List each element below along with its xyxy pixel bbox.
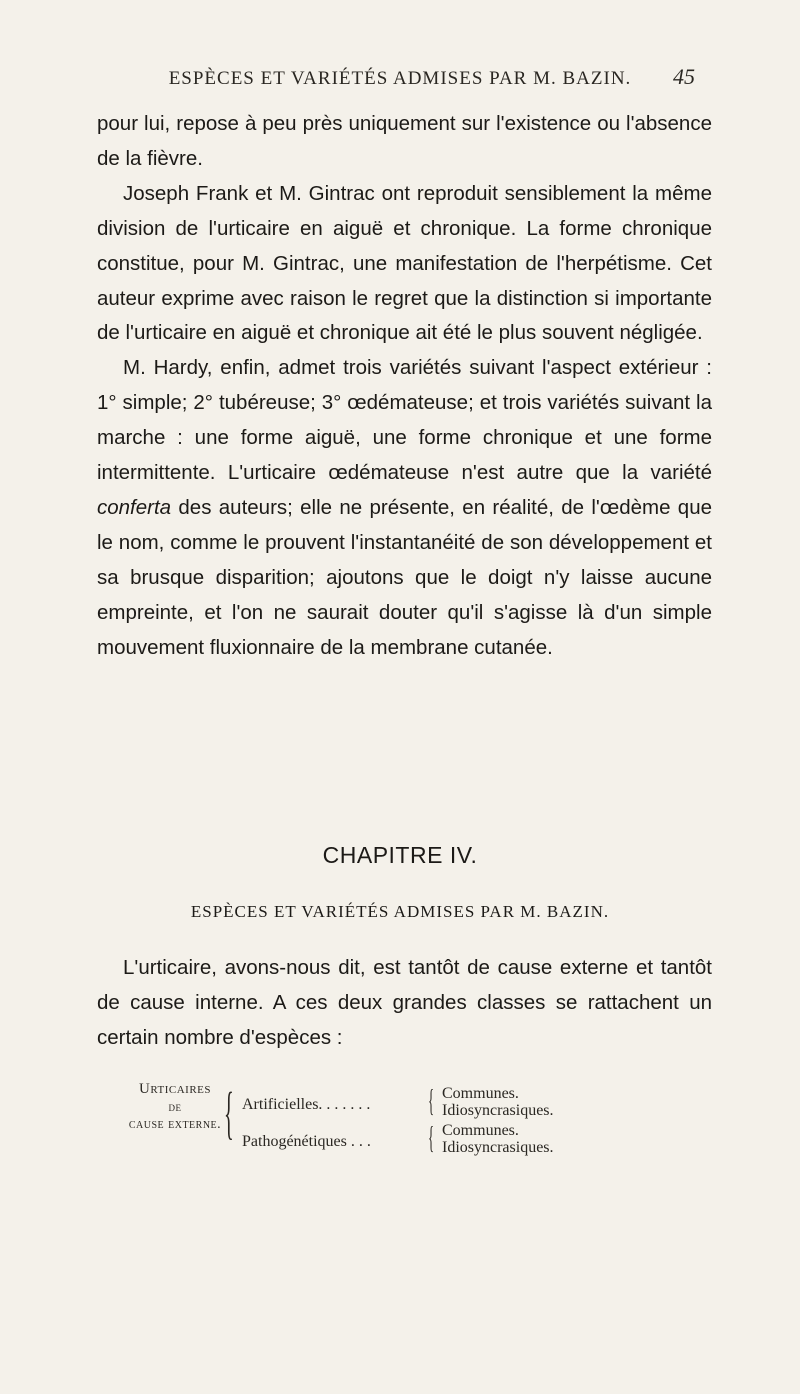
chapter-title: CHAPITRE IV.	[322, 842, 478, 868]
paragraph: Joseph Frank et M. Gintrac ont reproduit sensiblement la même division de l'urticaire en aiguë et chronique. La forme chronique constitue, pour M. Gintrac, une manifestation de l'herpétisme. Cet auteur exprime avec raison le regret que la distinction si importante de l'urticaire en aiguë et chronique ait été le plus souvent négligée.	[97, 181, 712, 345]
brace: {	[428, 1119, 435, 1155]
type-artificielles: Artificielles. . . . . . .	[242, 1096, 371, 1113]
body-text	[97, 107, 712, 666]
class-line: cause externe.	[128, 1117, 222, 1132]
paragraph: L'urticaire, avons-nous dit, est tantôt de cause externe et tantôt de cause interne. A ces deux grandes classes se rattachent un certain nombre d'espèces :	[97, 956, 712, 1049]
chapter-subtitle: ESPÈCES ET VARIÉTÉS ADMISES PAR M. BAZIN.	[190, 902, 610, 921]
chapter-intro	[97, 950, 712, 1055]
classification-types	[242, 1086, 371, 1160]
classification-table	[120, 1080, 720, 1190]
brace: {	[224, 1080, 234, 1145]
page-number: 45	[673, 64, 695, 89]
type-pathogenetiques: Pathogénétiques . . .	[242, 1133, 371, 1150]
brace: {	[428, 1082, 435, 1118]
paragraph	[97, 351, 712, 665]
paragraph-part: des auteurs; elle ne présente, en réalité, de l'œdème que le nom, comme le prouvent l'instantanéité de son développement et sa brusque disparition; ajoutons que le doigt n'y laisse aucune empreinte, et l'on ne saurait douter qu'il s'agisse là d'un simple mouvement fluxionnaire de la membrane cutanée.	[97, 495, 712, 659]
subtype: Idiosyncrasiques.	[442, 1138, 554, 1156]
subtypes-artificielles	[442, 1086, 554, 1119]
subtype: Idiosyncrasiques.	[442, 1101, 554, 1119]
class-line: Urticaires	[138, 1081, 211, 1097]
paragraph-part: M. Hardy, enfin, admet trois variétés suivant l'aspect extérieur : 1° simple; 2° tubéreuse; 3° œdémateuse; et trois variétés suivant la marche : une forme aiguë, une forme chronique et une forme intermittente. L'urticaire œdémateuse n'est autre que la variété	[97, 356, 712, 485]
italic-term: conferta	[97, 495, 172, 519]
classification-class	[120, 1080, 230, 1134]
running-header	[0, 64, 800, 90]
subtype: Communes.	[442, 1085, 519, 1102]
class-line: de	[168, 1099, 182, 1114]
subtypes-pathogenetiques	[442, 1123, 554, 1156]
paragraph: pour lui, repose à peu près uniquement sur l'existence ou l'absence de la fièvre.	[97, 112, 712, 170]
subtype: Communes.	[442, 1122, 519, 1139]
running-title: ESPÈCES ET VARIÉTÉS ADMISES PAR M. BAZIN.	[168, 68, 632, 89]
